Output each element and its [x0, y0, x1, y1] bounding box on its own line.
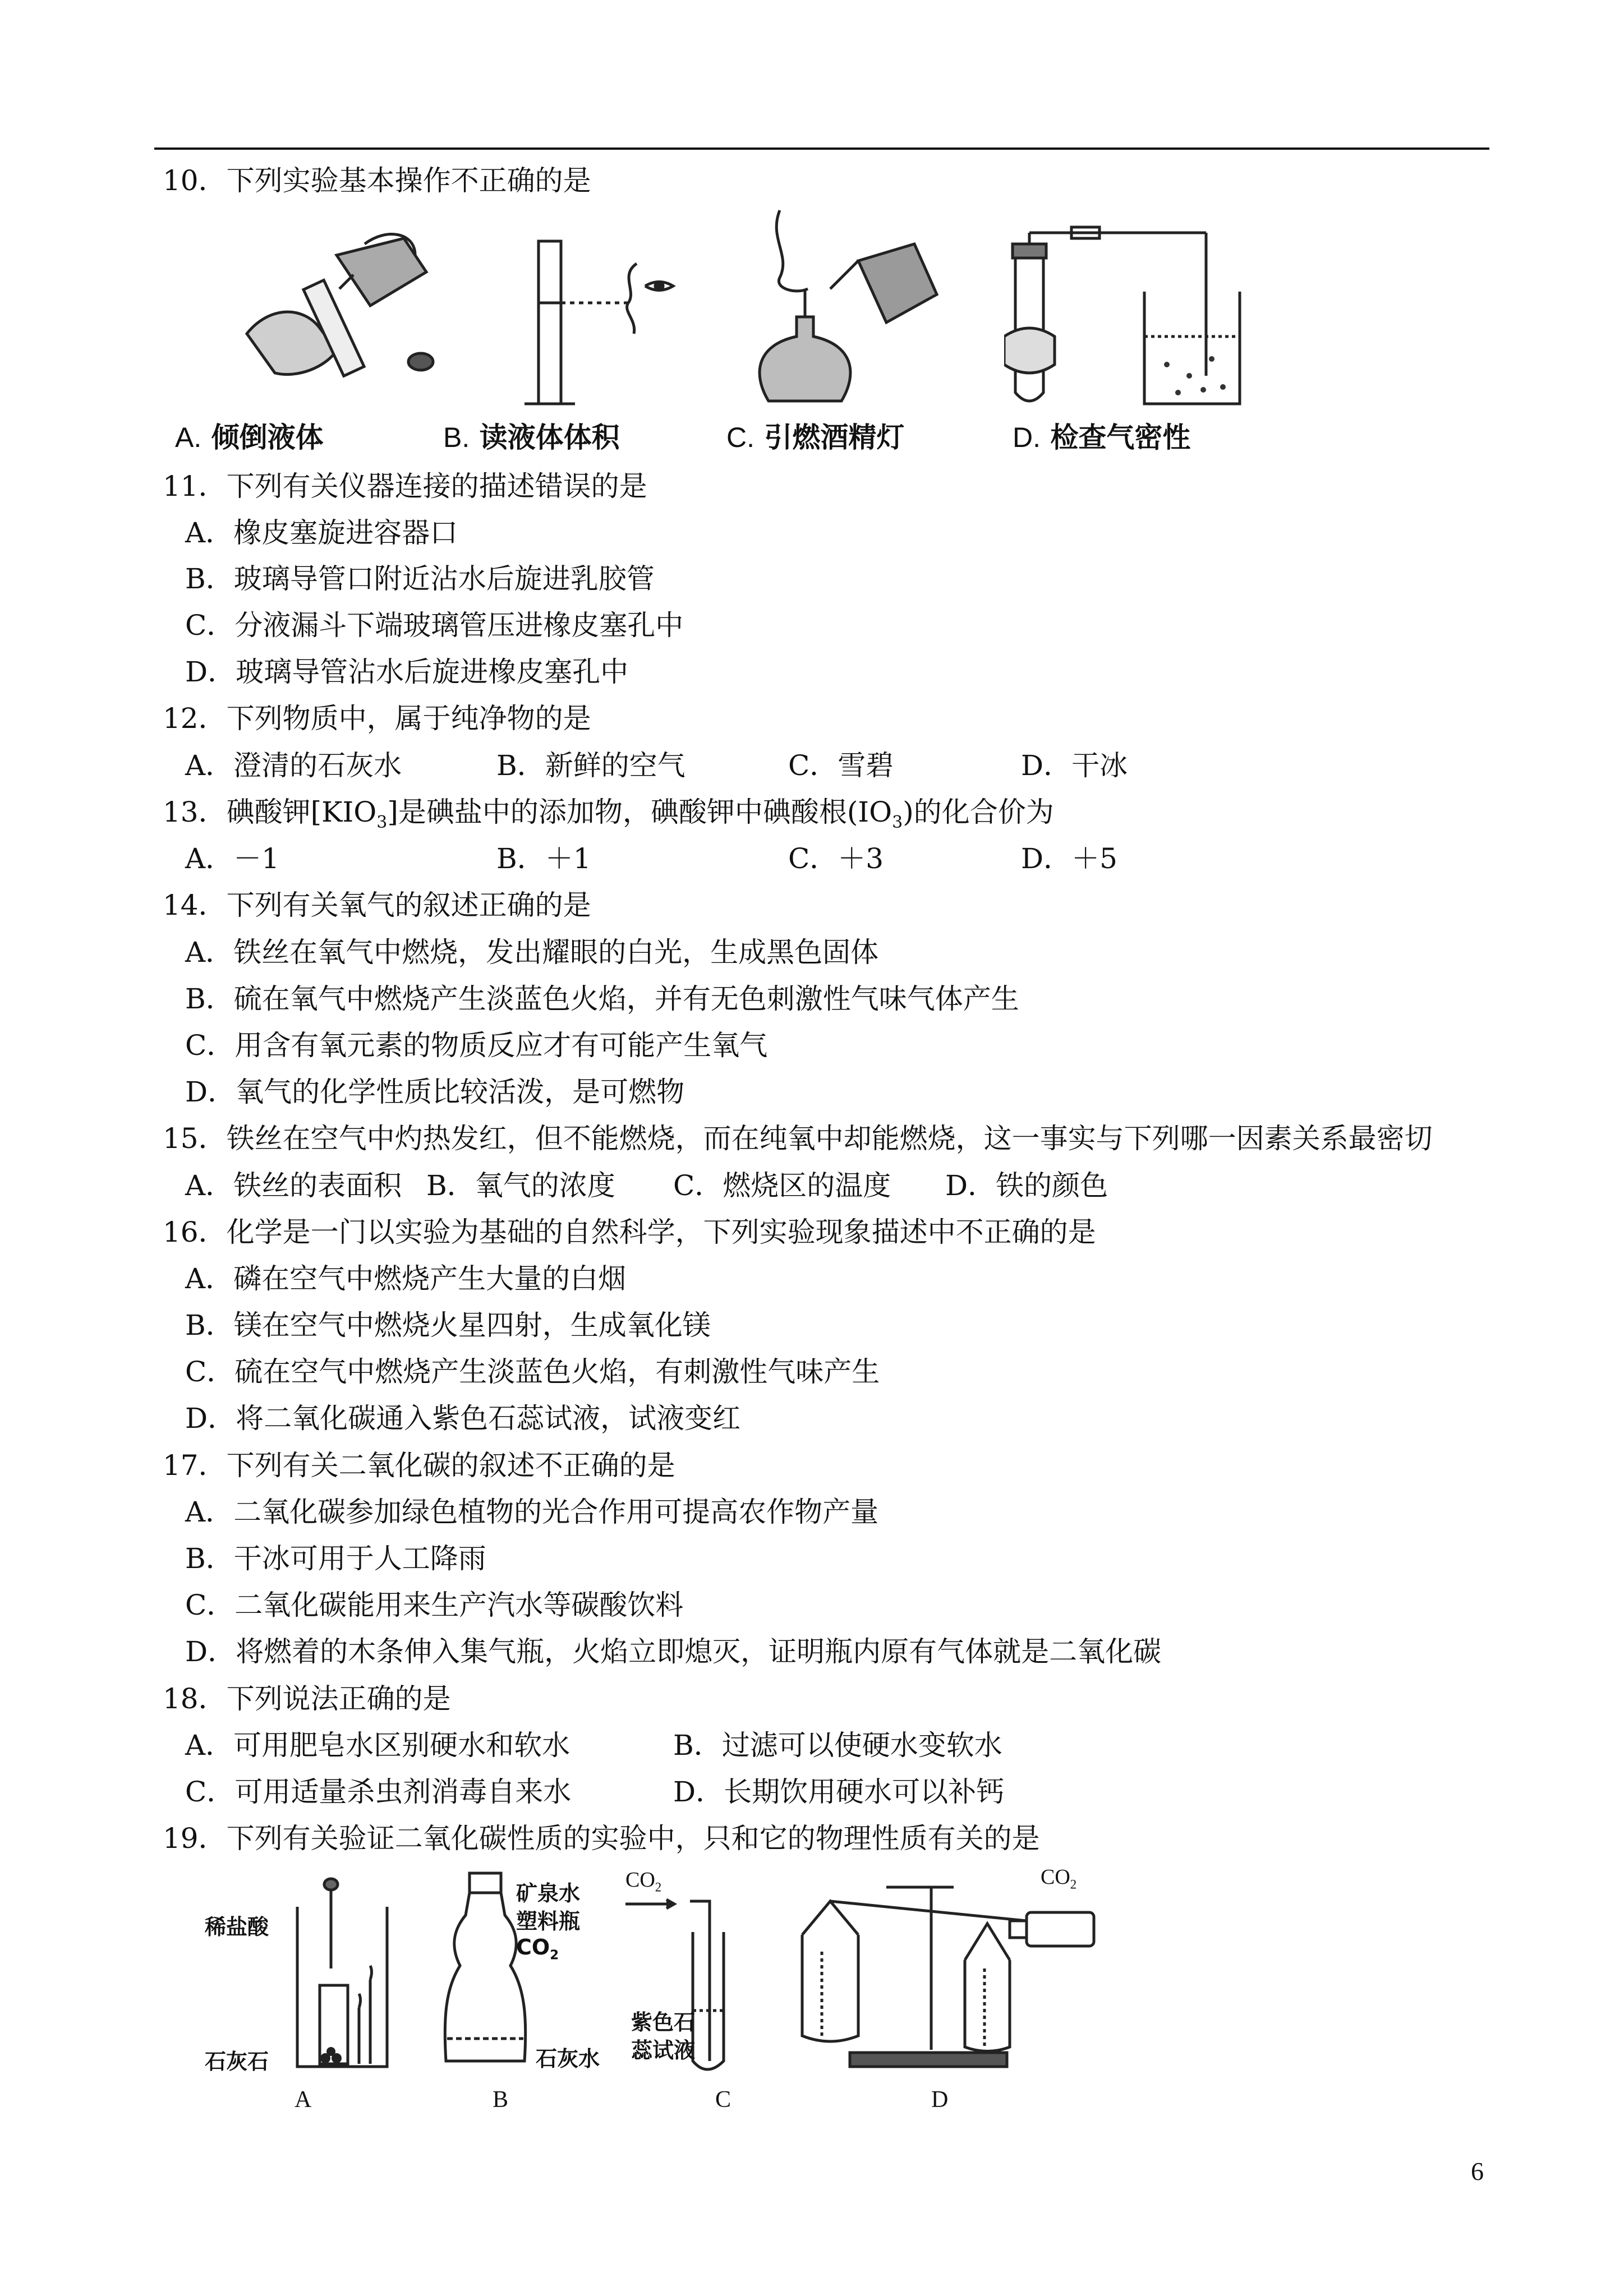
q16-option-a: A．磷在空气中燃烧产生大量的白烟	[185, 1262, 627, 1295]
pour-liquid-figure	[236, 222, 471, 409]
q10-option-d-text: 检查气密性	[1050, 421, 1191, 454]
q17-option-c: C．二氧化碳能用来生产汽水等碳酸饮料	[185, 1589, 684, 1621]
q15-stem: 15．铁丝在空气中灼热发红，但不能燃烧，而在纯氧中却能燃烧，这一事实与下列哪一因素关系最密切	[163, 1122, 1433, 1155]
q14-stem: 14．下列有关氧气的叙述正确的是	[163, 889, 591, 921]
q10-option-a	[175, 415, 324, 455]
light-alcohol-lamp-figure	[746, 205, 959, 407]
q14-option-c: C．用含有氧元素的物质反应才有可能产生氧气	[185, 1029, 768, 1062]
q13-stem-part2: ]是碘盐中的添加物，碘酸钾中碘酸根(IO	[387, 796, 892, 828]
q19-label-limewater: 石灰水	[536, 2046, 600, 2071]
q14-option-b: B．硫在氧气中燃烧产生淡蓝色火焰，并有无色刺激性气味气体产生	[185, 983, 1019, 1015]
q11-option-b: B．玻璃导管口附近沾水后旋进乳胶管	[185, 563, 655, 595]
q12-option-d: D．干冰	[1021, 749, 1128, 782]
q11-option-c: C．分液漏斗下端玻璃管压进橡皮塞孔中	[185, 609, 684, 642]
q19-figure-letter-c: C	[715, 2087, 732, 2113]
q13-subscript-1: 3	[376, 813, 388, 832]
q13-option-a: A．－1	[185, 842, 279, 875]
q19-figure-a-beaker	[292, 1873, 393, 2072]
q10-option-d-letter: D.	[1013, 422, 1041, 453]
q16-option-d: D．将二氧化碳通入紫色石蕊试液，试液变红	[185, 1402, 741, 1435]
read-volume-figure	[525, 230, 693, 409]
q19-label-co2-b-sub: 2	[550, 1948, 559, 1963]
q11-option-d: D．玻璃导管沾水后旋进橡皮塞孔中	[185, 656, 629, 688]
header-rule	[154, 147, 1489, 150]
q15-option-b: B．氧气的浓度	[426, 1169, 615, 1202]
check-airtightness-figure	[1004, 224, 1245, 412]
q16-option-b: B．镁在空气中燃烧火星四射，生成氧化镁	[185, 1309, 711, 1341]
q19-figure-letter-b: B	[493, 2087, 509, 2113]
q10-option-c-letter: C.	[726, 422, 755, 453]
q15-option-d: D．铁的颜色	[945, 1169, 1108, 1202]
q12-stem: 12．下列物质中，属于纯净物的是	[163, 702, 591, 735]
q10-option-b-letter: B.	[443, 422, 470, 453]
q18-option-b: B．过滤可以使硬水变软水	[673, 1729, 1002, 1762]
q14-option-d: D．氧气的化学性质比较活泼，是可燃物	[185, 1076, 685, 1108]
q18-option-c: C．可用适量杀虫剂消毒自来水	[185, 1776, 572, 1808]
q12-option-a: A．澄清的石灰水	[185, 749, 402, 782]
q13-stem-part3: )的化合价为	[903, 796, 1054, 828]
q16-option-c: C．硫在空气中燃烧产生淡蓝色火焰，有刺激性气味产生	[185, 1356, 880, 1388]
q13-stem	[163, 794, 1054, 841]
q19-label-co2-d	[1041, 1865, 1076, 1892]
page-number: 6	[1471, 2157, 1484, 2186]
q19-label-co2-c-sub: 2	[655, 1880, 662, 1894]
q19-label-co2-c	[625, 1868, 661, 1895]
q13-subscript-2: 3	[892, 813, 903, 832]
q13-option-d: D．＋5	[1021, 842, 1117, 875]
q19-figure-letter-d: D	[931, 2087, 949, 2113]
q17-option-a: A．二氧化碳参加绿色植物的光合作用可提高农作物产量	[185, 1496, 879, 1528]
q11-option-a: A．橡皮塞旋进容器口	[185, 517, 458, 549]
q17-stem: 17．下列有关二氧化碳的叙述不正确的是	[163, 1449, 675, 1482]
q13-option-c: C．＋3	[788, 842, 884, 875]
q19-label-bottle-line1: 矿泉水	[516, 1881, 581, 1906]
q19-label-co2-b-text: CO	[516, 1935, 550, 1960]
q19-label-co2-d-sub: 2	[1070, 1877, 1077, 1892]
q18-option-d: D．长期饮用硬水可以补钙	[673, 1776, 1005, 1808]
q19-label-co2-d-text: CO	[1041, 1865, 1070, 1889]
q12-option-b: B．新鲜的空气	[496, 749, 686, 782]
q19-label-hcl: 稀盐酸	[205, 1915, 269, 1939]
q19-figure-d-balance	[791, 1868, 1105, 2086]
q16-stem: 16．化学是一门以实验为基础的自然科学，下列实验现象描述中不正确的是	[163, 1216, 1096, 1248]
q11-stem: 11．下列有关仪器连接的描述错误的是	[163, 470, 647, 502]
q13-option-b: B．＋1	[496, 842, 591, 875]
q19-figure-letter-a: A	[295, 2087, 312, 2113]
q19-label-bottle-line2: 塑料瓶	[516, 1909, 581, 1934]
q19-label-limestone: 石灰石	[205, 2049, 269, 2074]
q12-option-c: C．雪碧	[788, 749, 894, 782]
q10-option-b	[443, 415, 620, 455]
q15-option-c: C．燃烧区的温度	[673, 1169, 891, 1202]
q19-label-litmus-line2: 蕊试液	[631, 2038, 696, 2063]
q17-option-d: D．将燃着的木条伸入集气瓶，火焰立即熄灭，证明瓶内原有气体就是二氧化碳	[185, 1635, 1162, 1668]
q18-option-a: A．可用肥皂水区别硬水和软水	[185, 1729, 571, 1762]
q15-option-a: A．铁丝的表面积	[185, 1169, 402, 1202]
q18-stem: 18．下列说法正确的是	[163, 1682, 451, 1715]
q10-option-c	[726, 415, 904, 455]
q10-option-c-text: 引燃酒精灯	[764, 421, 905, 454]
q19-stem: 19．下列有关验证二氧化碳性质的实验中，只和它的物理性质有关的是	[163, 1822, 1040, 1855]
q19-label-co2-b	[516, 1935, 559, 1963]
q10-option-b-text: 读液体体积	[479, 421, 620, 454]
q10-option-a-text: 倾倒液体	[211, 421, 324, 454]
q13-stem-part1: 13．碘酸钾[KIO	[163, 796, 377, 828]
q19-label-litmus-line1: 紫色石	[631, 2010, 696, 2035]
q19-label-co2-c-text: CO	[625, 1868, 655, 1892]
q10-option-a-letter: A.	[175, 422, 202, 453]
q17-option-b: B．干冰可用于人工降雨	[185, 1542, 486, 1575]
q10-stem: 10．下列实验基本操作不正确的是	[163, 164, 591, 197]
q14-option-a: A．铁丝在氧气中燃烧，发出耀眼的白光，生成黑色固体	[185, 936, 879, 969]
q10-option-d	[1013, 415, 1190, 455]
